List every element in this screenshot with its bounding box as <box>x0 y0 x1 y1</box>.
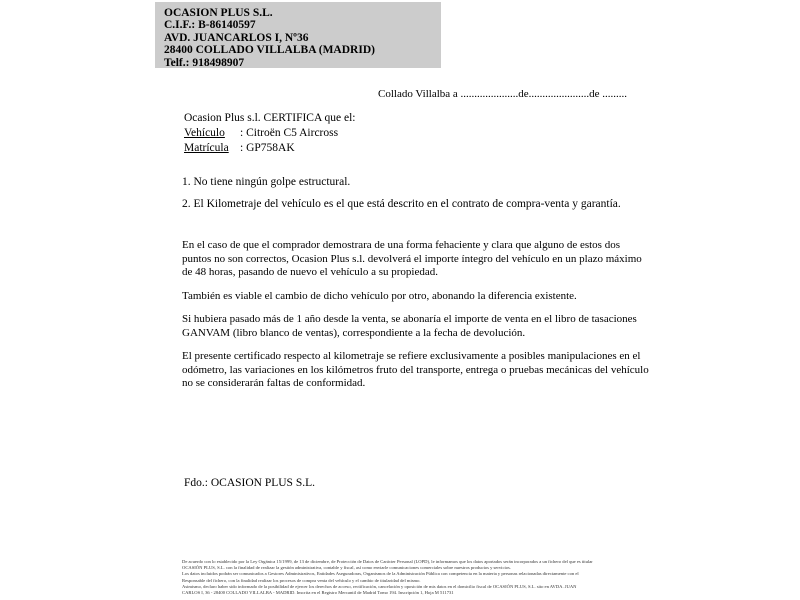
company-address: AVD. JUANCARLOS I, Nº36 <box>164 31 309 44</box>
date-line: Collado Villalba a .....................de......................de ......... <box>378 88 628 100</box>
field-separator: : <box>240 127 244 139</box>
certified-points <box>182 176 662 210</box>
paragraph-odometer: El presente certificado respecto al kilometraje se refiere exclusivamente a posibles manipulaciones en el odómetro, las variaciones en los kilómetros fruto del transporte, entrega o pruebas mecánicas del vehículo no se considerarán faltas de conformidad. <box>182 350 649 389</box>
company-phone: Telf.: 918498907 <box>164 56 245 69</box>
legal-footer-line-6: CARLOS I, 36 - 28400 COLLADO VILLALBA - MADRID. Inscrita en el Registro Mercantil de Madrid Tomo 194. Inscripción 1, Hoja M 511731 <box>182 590 454 596</box>
plate-value: GP758AK <box>246 142 295 154</box>
plate-label: Matrícula <box>184 142 229 154</box>
company-cif: C.I.F.: B-86140597 <box>164 19 256 32</box>
legal-footer-line-2: OCASIÓN PLUS, S.L. con la finalidad de realizar la gestión administrativa, contable y fiscal, así como enviarle comunicaciones comerciales sobre nuestros productos y servicios. <box>182 565 511 571</box>
field-separator: : <box>240 142 244 154</box>
vehicle-value: Citroën C5 Aircross <box>246 127 339 139</box>
body-paragraphs <box>182 239 652 401</box>
legal-footer-line-4: Responsable del fichero, con la finalidad realizar los procesos de compra venta del vehículo y el cambio de titularidad del mismo. <box>182 577 421 583</box>
certification-block <box>184 111 356 156</box>
signature-line: Fdo.: OCASION PLUS S.L. <box>184 477 315 489</box>
paragraph-refund: En el caso de que el comprador demostrara de una forma fehaciente y clara que alguno de estos dos puntos no son correctos, Ocasion Plus s.l. devolverá el importe íntegro del vehículo en un plazo máximo de 48 horas, pasando de nuevo el vehículo a su propiedad. <box>182 239 642 278</box>
legal-footer-line-5: Asimismo, declaro haber sido informado de la posibilidad de ejercer los derechos de acceso, rectificación, cancelación y oposición de mis datos en el domicilio fiscal de OCASIÓN PLUS, S.L. sito en AVDA. JUAN <box>182 583 577 589</box>
legal-footer <box>182 559 642 596</box>
company-city: 28400 COLLADO VILLALBA (MADRID) <box>164 44 375 57</box>
vehicle-field <box>184 126 356 141</box>
legal-footer-line-1: De acuerdo con lo establecido por la Ley Orgánica 15/1999, de 13 de diciembre, de Protección de Datos de Carácter Personal (LOPD), le informamos que los datos aportados serán incorporados a un fichero del que es titular <box>182 559 593 564</box>
vehicle-label: Vehículo <box>184 127 225 139</box>
company-header-box <box>155 2 441 68</box>
company-name: OCASION PLUS S.L. <box>164 7 273 19</box>
paragraph-ganvam: Si hubiera pasado más de 1 año desde la venta, se abonaría el importe de venta en el libro de tasaciones GANVAM (libro blanco de ventas), correspondiente a la fecha de devolución. <box>182 313 637 339</box>
point-1: 1. No tiene ningún golpe estructural. <box>182 176 351 188</box>
plate-field <box>184 141 356 156</box>
paragraph-exchange: También es viable el cambio de dicho vehículo por otro, abonando la diferencia existente. <box>182 289 577 302</box>
legal-footer-line-3: Los datos incluidos podrán ser comunicados a Gestores Administrativos, Entidades Aseguradoras, Organismos de la Administración Pública con competencia en la materia y personas relacionadas directamente con el <box>182 571 579 577</box>
certifica-intro: Ocasion Plus s.l. CERTIFICA que el: <box>184 112 356 124</box>
point-2: 2. El Kilometraje del vehículo es el que está descrito en el contrato de compra-venta y garantía. <box>182 198 621 210</box>
